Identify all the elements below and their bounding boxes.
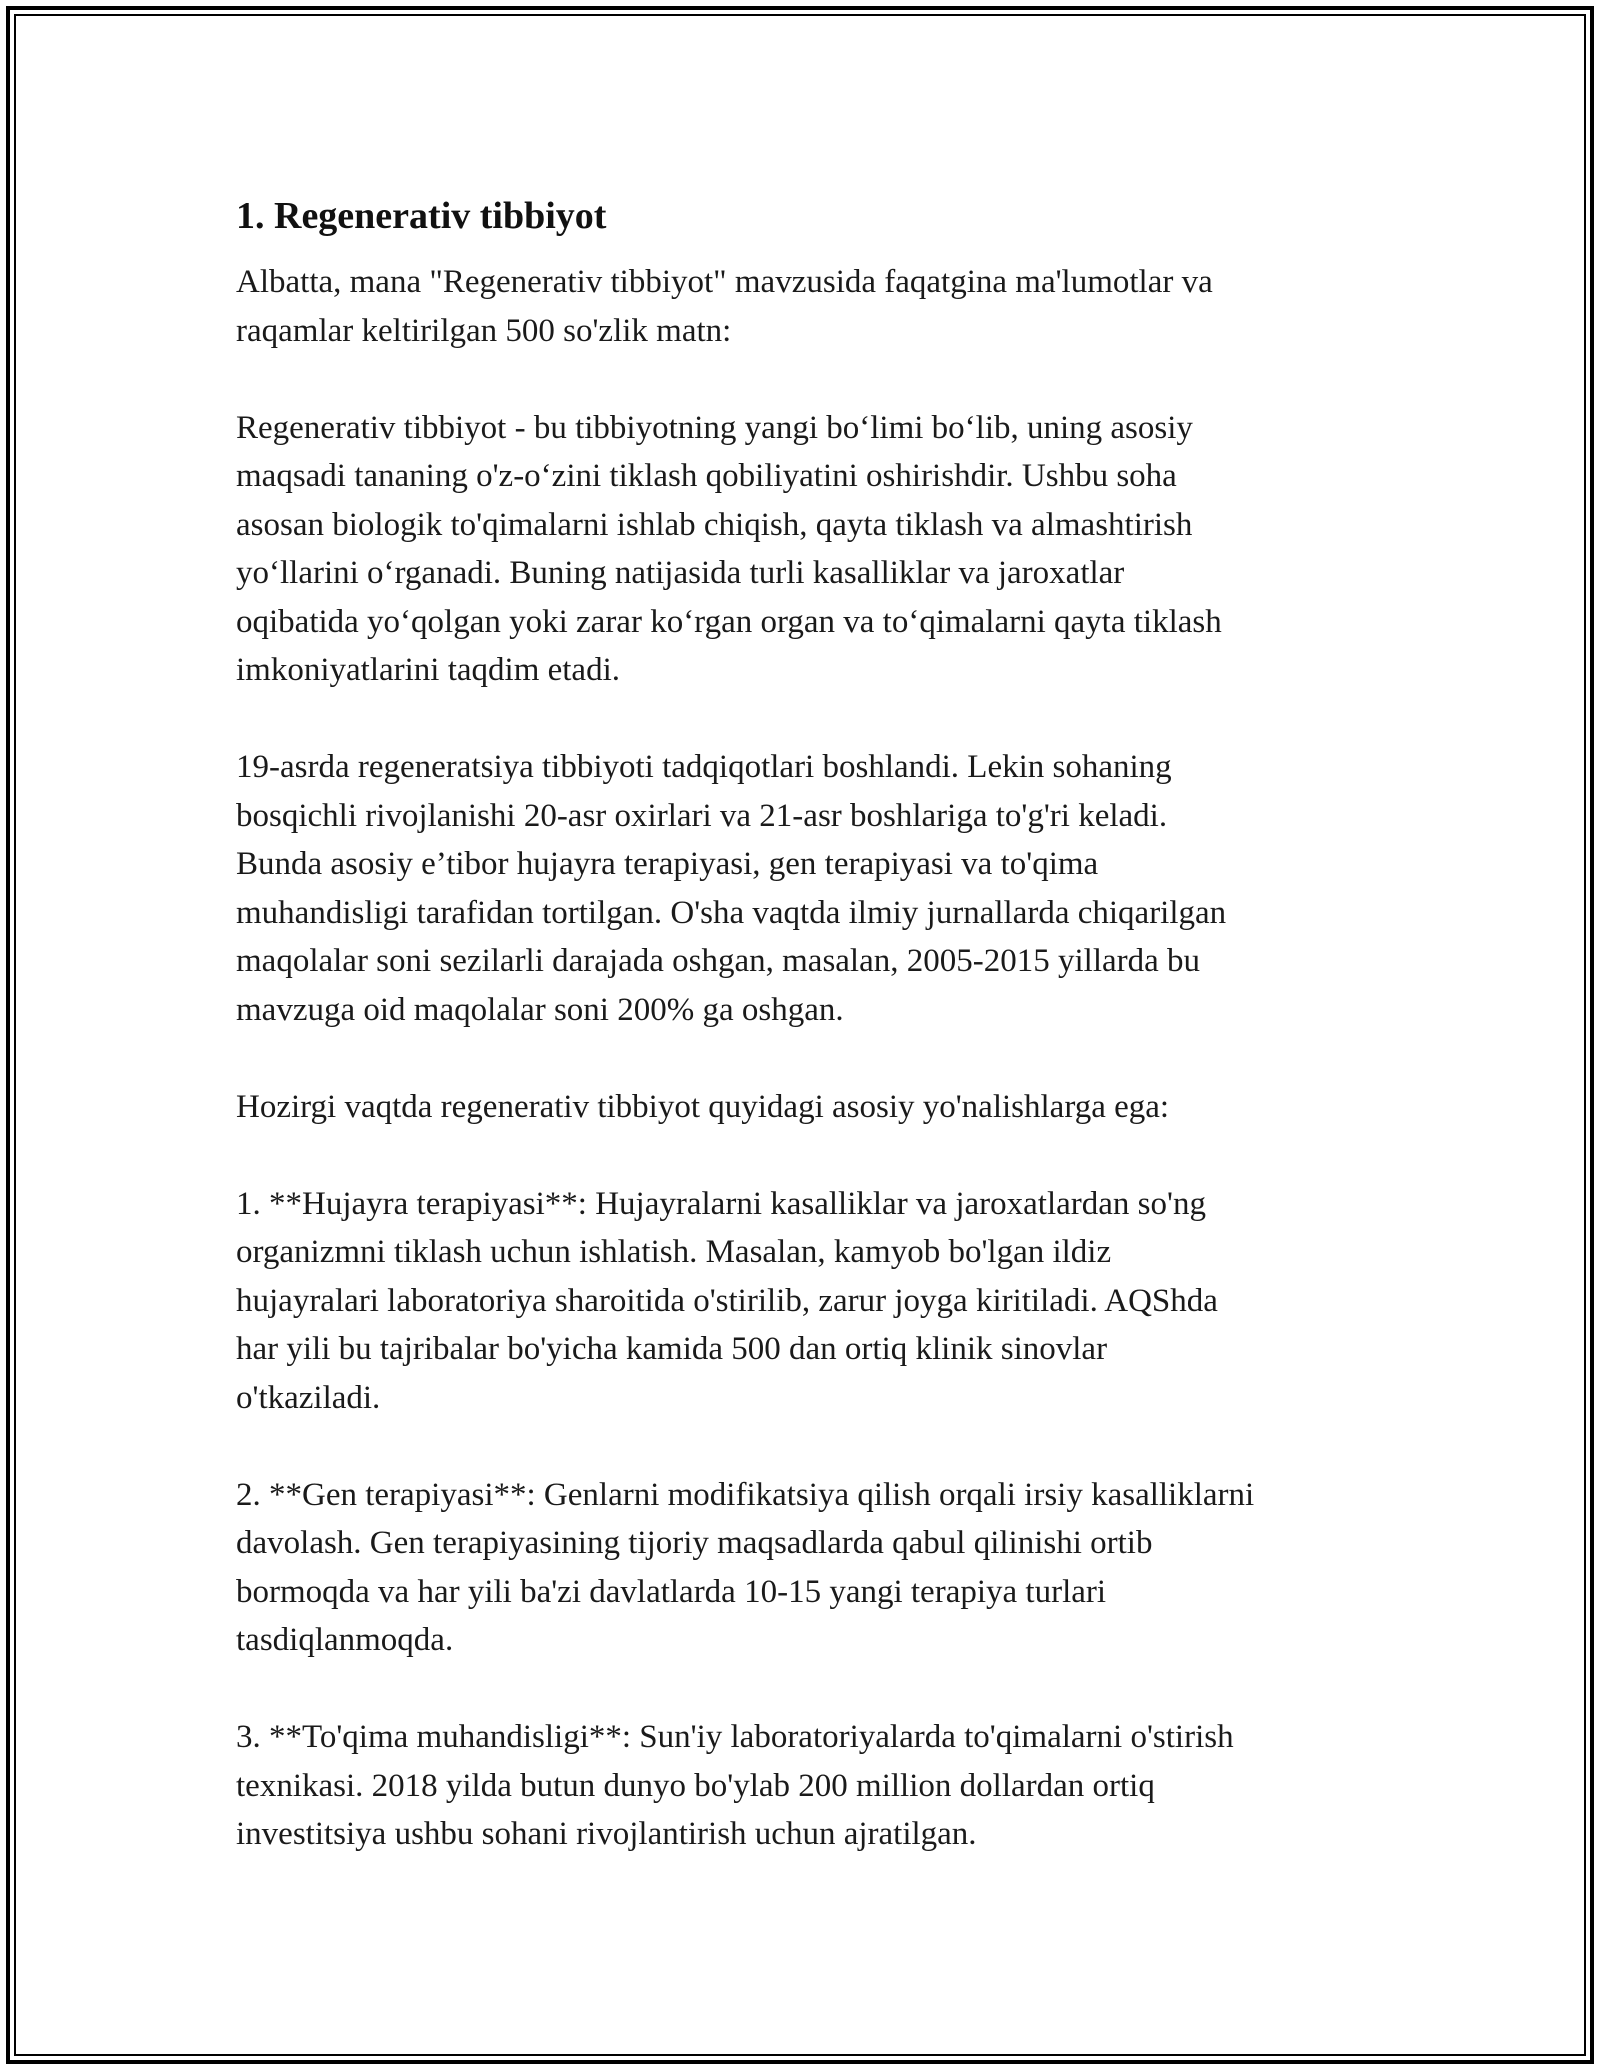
list-item-cell-therapy: 1. **Hujayra terapiyasi**: Hujayralarni kasalliklar va jaroxatlardan so'ng organizmni tiklash uchun ishlatish. Masalan, kamyob bo'lgan ildiz hujayralari laboratoriya sharoitida o'stirilib, zarur joyga kiritiladi. AQShda har yili bu tajribalar bo'yicha kamida 500 dan ortiq klinik sinovlar o'tkaziladi. [236,1185,1218,1416]
directions-intro-paragraph: Hozirgi vaqtda regenerativ tibbiyot quyidagi asosiy yo'nalishlarga ega: [236,1088,1170,1125]
definition-paragraph: Regenerativ tibbiyot - bu tibbiyotning yangi bo‘limi bo‘lib, uning asosiy maqsadi tananing o'z-o‘zini tiklash qobiliyatini oshirishdir. Ushbu soha asosan biologik to'qimalarni ishlab chiqish, qayta tiklash va almashtirish yo‘llarini o‘rganadi. Buning natijasida turli kasalliklar va jaroxatlar oqibatida yo‘qolgan yoki zarar ko‘rgan organ va to‘qimalarni qayta tiklash imkoniyatlarini taqdim etadi. [236,409,1222,688]
history-paragraph: 19-asrda regeneratsiya tibbiyoti tadqiqotlari boshlandi. Lekin sohaning bosqichli rivojlanishi 20-asr oxirlari va 21-asr boshlariga to'g'ri keladi. Bunda asosiy e’tibor hujayra terapiyasi, gen terapiyasi va to'qima muhandisligi tarafidan tortilgan. O'sha vaqtda ilmiy jurnallarda chiqarilgan maqolalar soni sezilarli darajada oshgan, masalan, 2005-2015 yillarda bu mavzuga oid maqolalar soni 200% ga oshgan. [236,749,1227,1028]
list-item-tissue-engineering: 3. **To'qima muhandisligi**: Sun'iy laboratoriyalarda to'qimalarni o'stirish texnikasi. 2018 yilda butun dunyo bo'ylab 200 million dollardan ortiq investitsiya ushbu sohani rivojlantirish uchun ajratilgan. [236,1719,1234,1852]
section-heading: 1. Regenerativ tibbiyot [236,195,607,237]
document-body [236,188,1376,1907]
intro-paragraph: Albatta, mana "Regenerativ tibbiyot" mavzusida faqatgina ma'lumotlar va raqamlar keltirilgan 500 so'zlik matn: [236,264,1213,349]
list-item-gene-therapy: 2. **Gen terapiyasi**: Genlarni modifikatsiya qilish orqali irsiy kasalliklarni davolash. Gen terapiyasining tijoriy maqsadlarda qabul qilinishi ortib bormoqda va har yili ba'zi davlatlarda 10-15 yangi terapiya turlari tasdiqlanmoqda. [236,1476,1255,1658]
